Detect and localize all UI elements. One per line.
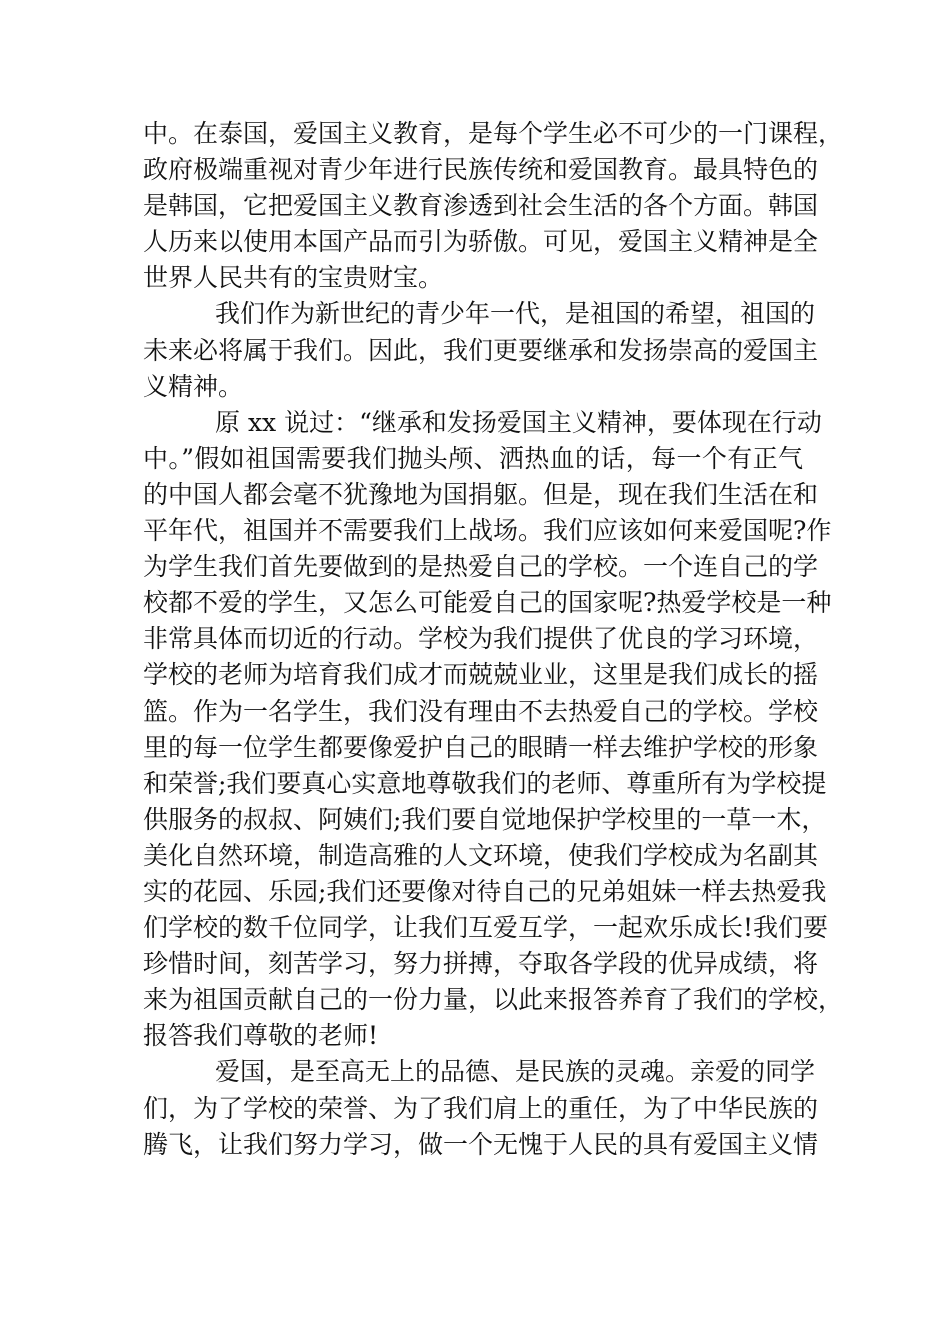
text-line: 为学生我们首先要做到的是热爱自己的学校。一个连自己的学: [143, 552, 819, 582]
paragraph-1: [143, 116, 844, 296]
text-line: 非常具体而切近的行动。学校为我们提供了优良的学习环境，: [143, 624, 819, 654]
text-line: 里的每一位学生都要像爱护自己的眼睛一样去维护学校的形象: [143, 732, 819, 762]
text-line: 美化自然环境，制造高雅的人文环境，使我们学校成为名副其: [143, 840, 819, 870]
text-line: 平年代，祖国并不需要我们上战场。我们应该如何来爱国呢?作: [143, 516, 832, 546]
text-line: 世界人民共有的宝贵财宝。: [143, 263, 444, 293]
text-line: 我们作为新世纪的青少年一代，是祖国的希望，祖国的: [215, 299, 816, 329]
text-line: 是韩国，它把爱国主义教育渗透到社会生活的各个方面。韩国: [143, 191, 819, 221]
text-line: 人历来以使用本国产品而引为骄傲。可见，爱国主义精神是全: [143, 227, 819, 257]
text-line: 供服务的叔叔、阿姨们;我们要自觉地保护学校里的一草一木，: [143, 804, 827, 834]
text-line: 实的花园、乐园;我们还要像对待自己的兄弟姐妹一样去热爱我: [143, 876, 827, 906]
text-line: 政府极端重视对青少年进行民族传统和爱国教育。最具特色的: [143, 155, 819, 185]
text-line: 的中国人都会毫不犹豫地为国捐躯。但是，现在我们生活在和: [143, 479, 819, 509]
text-line: 中。在泰国，爱国主义教育，是每个学生必不可少的一门课程，: [143, 119, 844, 148]
text-line: 学校的老师为培育我们成才而兢兢业业，这里是我们成长的摇: [143, 660, 819, 690]
text-line: 篮。作为一名学生，我们没有理由不去热爱自己的学校。学校: [143, 696, 819, 726]
text-line: 来为祖国贡献自己的一份力量，以此来报答养育了我们的学校，: [143, 985, 844, 1015]
text-line: 报答我们尊敬的老师!: [143, 1021, 379, 1051]
text-line: 腾飞，让我们努力学习，做一个无愧于人民的具有爱国主义情: [143, 1129, 819, 1159]
text-line: 中。”假如祖国需要我们抛头颅、洒热血的话，每一个有正气: [143, 443, 803, 473]
text-line: 未来必将属于我们。因此，我们更要继承和发扬崇高的爱国主: [143, 335, 819, 365]
text-line: 们，为了学校的荣誉、为了我们肩上的重任，为了中华民族的: [143, 1093, 819, 1123]
text-line: 爱国，是至高无上的品德、是民族的灵魂。亲爱的同学: [215, 1057, 816, 1087]
text-line: 原 xx 说过：“继承和发扬爱国主义精神，要体现在行动: [215, 407, 822, 437]
paragraph-4: [143, 1054, 819, 1162]
text-line: 珍惜时间，刻苦学习，努力拼搏，夺取各学段的优异成绩，将: [143, 949, 819, 979]
text-line: 们学校的数千位同学，让我们互爱互学，一起欢乐成长!我们要: [143, 913, 829, 943]
document-body: [143, 116, 844, 1163]
paragraph-3: [143, 405, 844, 1055]
text-line: 义精神。: [143, 371, 244, 401]
text-line: 校都不爱的学生，又怎么可能爱自己的国家呢?热爱学校是一种: [143, 588, 832, 618]
text-line: 和荣誉;我们要真心实意地尊敬我们的老师、尊重所有为学校提: [143, 768, 827, 798]
paragraph-2: [143, 296, 819, 404]
